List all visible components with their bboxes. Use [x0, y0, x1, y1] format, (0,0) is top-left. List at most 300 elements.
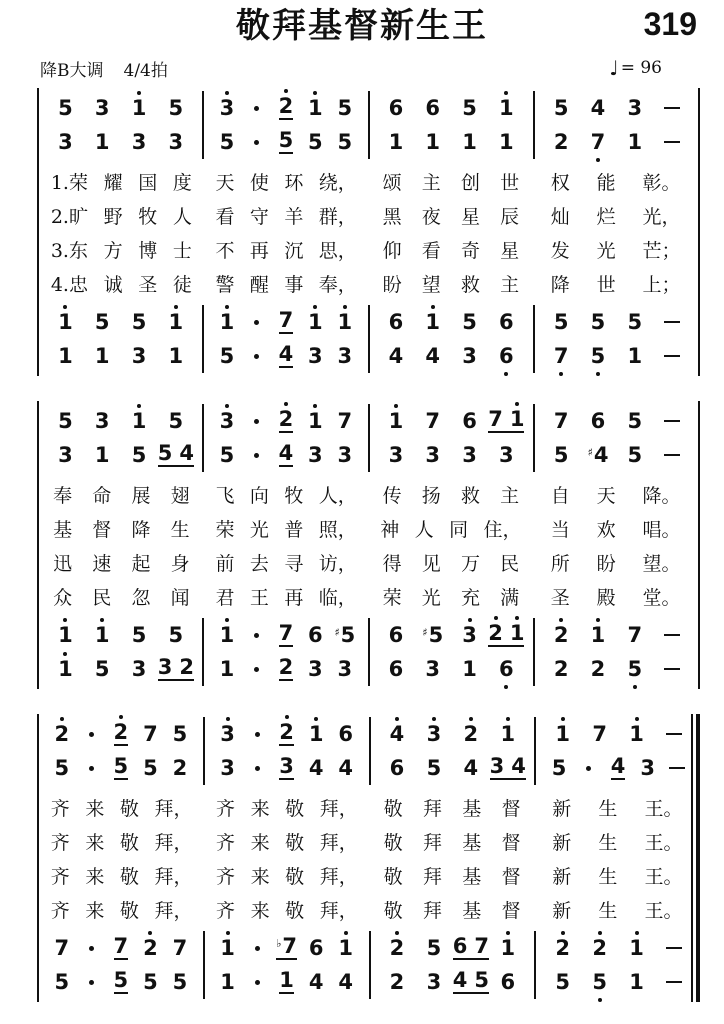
dash-note	[664, 634, 680, 637]
note: ♯5	[422, 622, 444, 647]
octave-dot-above	[63, 652, 67, 656]
note	[489, 751, 526, 785]
lyric-syllable: 警	[215, 273, 235, 296]
measure	[368, 91, 533, 159]
lyrics-block	[39, 477, 698, 613]
lyric-syllable: 救	[460, 484, 480, 507]
lyric-syllable: 能	[596, 171, 616, 194]
octave-dot-above	[561, 931, 565, 935]
note	[77, 965, 107, 999]
note-row	[370, 652, 533, 686]
note-row	[39, 438, 202, 472]
lyrics-measure	[369, 266, 534, 300]
note-row	[536, 751, 700, 785]
lyric-syllable: 新	[552, 797, 572, 820]
note-row	[39, 931, 203, 965]
augmentation-dot	[254, 453, 259, 458]
lyric-syllable: 新	[552, 899, 572, 922]
note: 7	[54, 935, 70, 960]
lyrics-measure	[535, 858, 700, 892]
lyric-syllable: 事	[284, 273, 304, 296]
time-signature: 4/4拍	[123, 60, 168, 81]
system-1	[37, 88, 700, 376]
page-header	[0, 4, 724, 50]
measure	[203, 931, 369, 999]
note: 1	[414, 305, 451, 339]
note: 4	[425, 343, 441, 368]
lyric-syllable: 敬	[285, 797, 305, 820]
lyric-syllable: 野	[103, 205, 123, 228]
note: 5	[58, 408, 73, 433]
note: 1	[212, 305, 241, 339]
octave-dot-above	[60, 717, 64, 721]
measure	[534, 931, 700, 999]
note: 3	[425, 656, 441, 681]
lyric-syllable: 闻	[170, 586, 190, 609]
sharp-icon: ♯	[334, 625, 340, 639]
octave-dot-above	[314, 717, 318, 721]
octave-dot-above	[225, 618, 229, 622]
lyric-syllable: 牧	[284, 484, 304, 507]
note: 1	[425, 129, 441, 154]
lyric-syllable: 传	[382, 484, 402, 507]
lyrics-measure	[533, 545, 698, 579]
note: 1	[121, 91, 158, 125]
lyrics-measure	[39, 824, 204, 858]
note: 7	[425, 408, 441, 433]
lyric-syllable: 环	[284, 171, 304, 194]
lyrics-measure	[204, 790, 369, 824]
lyric-syllable: 人	[172, 205, 192, 228]
note-row	[371, 717, 535, 751]
lyric-syllable: 来	[250, 899, 270, 922]
note: 3	[131, 129, 147, 154]
lyrics-measure	[533, 511, 698, 545]
lyric-syllable: 3.东	[50, 239, 88, 262]
lyric-syllable: 降。	[642, 484, 681, 507]
lyric-syllable: 向	[249, 484, 269, 507]
measure	[39, 404, 202, 472]
note-row	[370, 125, 533, 159]
augmentation-dot	[254, 354, 259, 359]
lyrics-measure	[204, 545, 369, 579]
lyric-syllable: 生	[598, 865, 618, 888]
lyric-syllable: 君	[215, 586, 235, 609]
note	[655, 931, 692, 965]
note: 7	[172, 935, 188, 960]
octave-dot-above	[285, 715, 289, 719]
note-row	[39, 652, 202, 686]
note: 4	[338, 755, 354, 780]
octave-dot-above	[494, 616, 498, 620]
lyric-syllable: 命	[92, 484, 112, 507]
note: 3	[212, 404, 241, 438]
lyrics-measure	[369, 545, 534, 579]
note: 6	[308, 622, 323, 647]
lyric-syllable: 创	[460, 171, 480, 194]
lyrics-measure	[370, 790, 535, 824]
lyric-syllable: 唱。	[642, 518, 681, 541]
note-row	[371, 965, 535, 999]
note: 3	[337, 442, 353, 467]
lyrics-measure	[533, 477, 698, 511]
note: 5	[616, 652, 653, 686]
lyric-syllable: 望	[421, 273, 441, 296]
lyric-syllable: 身	[170, 552, 190, 575]
lyric-syllable: 民	[92, 586, 112, 609]
lyric-syllable: 奉	[53, 484, 73, 507]
note: 1	[301, 717, 331, 751]
lyrics-line	[39, 545, 698, 579]
flat-icon: ♭	[276, 937, 282, 950]
octave-dot-above	[119, 715, 123, 719]
octave-dot-above	[469, 717, 473, 721]
lyric-syllable: 奇	[460, 239, 480, 262]
system-3	[37, 714, 700, 1002]
lyrics-measure	[204, 477, 369, 511]
note: 5	[219, 343, 235, 368]
note	[242, 717, 272, 751]
octave-dot-above	[468, 618, 472, 622]
note: 5	[54, 969, 70, 994]
octave-dot-above	[596, 618, 600, 622]
note: 1	[47, 652, 84, 686]
lyrics-measure	[369, 477, 534, 511]
note: 2	[271, 91, 300, 125]
note	[653, 305, 690, 339]
note: 7	[543, 339, 580, 373]
note: 1	[489, 931, 526, 965]
lyric-syllable: 敬	[383, 899, 403, 922]
note-row	[204, 404, 367, 438]
note-row	[536, 717, 700, 751]
lyric-syllable: 敬	[383, 865, 403, 888]
lyric-syllable: 牧	[138, 205, 158, 228]
note: 5	[555, 969, 571, 994]
octave-dot-above	[226, 717, 230, 721]
lyric-syllable: 民	[500, 552, 520, 575]
lyrics-line	[39, 266, 698, 300]
note-row	[204, 652, 367, 686]
lyrics-measure	[533, 266, 698, 300]
lyric-syllable: 光	[249, 518, 269, 541]
note-row	[370, 305, 533, 339]
note-row	[39, 751, 203, 785]
lyric-syllable: 1.荣	[50, 171, 88, 194]
measure	[39, 305, 202, 373]
note: 3	[220, 755, 235, 780]
lyric-syllable: 拜，	[154, 865, 193, 888]
octave-dot-below	[633, 685, 637, 689]
lyric-syllable: 督	[501, 899, 521, 922]
note-row	[204, 91, 367, 125]
note: 1	[618, 717, 655, 751]
key-and-meter	[40, 56, 168, 81]
lyric-syllable: 敬	[119, 831, 139, 854]
lyric-syllable: 寻	[284, 552, 304, 575]
lyric-syllable: 来	[250, 831, 270, 854]
lyric-syllable: 看	[421, 239, 441, 262]
lyrics-measure	[39, 892, 204, 926]
octave-dot-above	[394, 404, 398, 408]
note: 7	[580, 125, 617, 159]
note	[242, 931, 272, 965]
lyric-syllable: 普	[284, 518, 304, 541]
lyric-syllable: 齐	[216, 865, 236, 888]
upper-voices	[39, 717, 700, 785]
note-row	[39, 125, 202, 159]
note: 2	[543, 618, 580, 652]
octave-dot-above	[100, 618, 104, 622]
octave-dot-below	[559, 372, 563, 376]
octave-dot-below	[504, 685, 508, 689]
octave-dot-above	[63, 618, 67, 622]
octave-dot-below	[596, 372, 600, 376]
note: 5	[627, 442, 643, 467]
note: 3	[131, 343, 147, 368]
note: 1	[580, 618, 617, 652]
lyric-syllable: 夜	[421, 205, 441, 228]
note: 6	[590, 408, 606, 433]
note: 6	[500, 969, 516, 994]
lyric-syllable: 当	[550, 518, 570, 541]
lyric-syllable: 齐	[50, 831, 70, 854]
lyric-syllable: 忽	[131, 586, 151, 609]
lyric-syllable: 士	[172, 239, 192, 262]
lyric-syllable: 方	[103, 239, 123, 262]
measure	[533, 404, 698, 472]
lyric-syllable: 2.旷	[50, 205, 88, 228]
measure	[368, 404, 533, 472]
note	[242, 91, 271, 125]
note: 6	[425, 95, 441, 120]
dash-note	[666, 981, 682, 984]
lyric-syllable: 拜	[422, 831, 442, 854]
note: 2	[553, 129, 569, 154]
note: 3	[308, 656, 323, 681]
note: 1	[627, 129, 643, 154]
note: 1	[618, 931, 655, 965]
lyric-syllable: 灿	[550, 205, 570, 228]
note: 2	[136, 931, 166, 965]
note: 5	[143, 969, 158, 994]
note-row	[370, 91, 533, 125]
lyric-syllable: 王。	[644, 831, 683, 854]
lyrics-line	[39, 790, 700, 824]
note	[653, 618, 690, 652]
note: 2	[590, 656, 606, 681]
note: 3	[131, 656, 147, 681]
note: 3	[337, 656, 353, 681]
measure	[202, 618, 367, 686]
note: 6	[488, 652, 525, 686]
score	[37, 88, 700, 1002]
lyric-syllable: 生	[598, 899, 618, 922]
note	[452, 965, 489, 999]
note	[242, 339, 271, 373]
note-row	[370, 438, 533, 472]
lyric-syllable: 主	[500, 484, 520, 507]
note: 1	[462, 656, 477, 681]
note: 5	[172, 969, 188, 994]
note: 5	[58, 95, 73, 120]
lyric-syllable: 上；	[642, 273, 681, 296]
dash-note	[664, 668, 680, 671]
lyrics-line	[39, 892, 700, 926]
augmentation-dot	[89, 980, 94, 985]
lyrics-line	[39, 824, 700, 858]
beamed-note-group: 7 1	[488, 409, 524, 433]
lyrics-measure	[535, 824, 700, 858]
note-row	[39, 717, 203, 751]
lyric-syllable: 基	[462, 899, 482, 922]
lyric-syllable: 星	[500, 239, 520, 262]
note: 1	[121, 404, 158, 438]
note-row	[204, 339, 367, 373]
note: 4	[463, 755, 479, 780]
lyrics-measure	[369, 164, 534, 198]
octave-dot-above	[226, 931, 230, 935]
note: 1	[378, 404, 415, 438]
lyric-syllable: 速	[92, 552, 112, 575]
note: 2	[581, 931, 618, 965]
note	[242, 751, 272, 785]
lyric-syllable: 敬	[119, 865, 139, 888]
lyric-syllable: 奉，	[318, 273, 357, 296]
note: 4	[278, 441, 294, 465]
lyric-syllable: 生	[598, 797, 618, 820]
lower-voices	[39, 618, 698, 686]
lyric-syllable: 沉	[284, 239, 304, 262]
lyrics-measure	[39, 198, 204, 232]
lyrics-measure	[369, 511, 534, 545]
lyric-syllable: 荣	[215, 518, 235, 541]
note: 3	[337, 343, 353, 368]
key-signature: 降B大调	[40, 60, 104, 81]
note-row	[536, 965, 700, 999]
note-row	[535, 305, 698, 339]
note: 3	[627, 95, 643, 120]
note	[653, 339, 690, 373]
note: 5	[337, 129, 353, 154]
note: 3	[640, 755, 655, 780]
lyrics-line	[39, 232, 698, 266]
note: 1	[212, 618, 241, 652]
sharp-icon: ♯	[422, 625, 428, 639]
lyrics-block	[39, 164, 698, 300]
lyric-syllable: 守	[249, 205, 269, 228]
lyric-syllable: 万	[460, 552, 480, 575]
lyric-syllable: 光	[421, 586, 441, 609]
lyric-syllable: 翅	[170, 484, 190, 507]
note: 3	[388, 442, 404, 467]
note: 5	[131, 442, 147, 467]
note: 2	[271, 404, 300, 438]
lyric-syllable: 烂	[596, 205, 616, 228]
lyric-syllable: 满	[500, 586, 520, 609]
note: 3	[58, 442, 73, 467]
note: 5	[54, 755, 70, 780]
dash-note	[664, 321, 680, 324]
beamed-note-group: 3 4	[489, 754, 526, 778]
lyric-syllable: 拜，	[319, 899, 358, 922]
lyric-syllable: 迅	[53, 552, 73, 575]
note	[653, 438, 690, 472]
lyric-syllable: 人，	[318, 484, 357, 507]
note-row	[370, 404, 533, 438]
note: 7	[337, 408, 353, 433]
lyric-syllable: 救	[460, 273, 480, 296]
note: 4	[278, 342, 294, 366]
octave-dot-above	[344, 931, 348, 935]
octave-dot-above	[515, 616, 519, 620]
lyric-syllable: 住，	[483, 518, 522, 541]
octave-dot-above	[515, 402, 519, 406]
lyric-syllable: 天	[215, 171, 235, 194]
note-row	[371, 931, 535, 965]
lyric-syllable: 拜	[422, 865, 442, 888]
dash-note	[664, 355, 680, 358]
note	[452, 931, 489, 965]
note: 6	[499, 309, 514, 334]
note: 1	[279, 968, 294, 992]
augmentation-dot	[254, 419, 259, 424]
note: 2	[47, 717, 77, 751]
measure	[202, 404, 367, 472]
note: 1	[47, 305, 84, 339]
note	[157, 652, 194, 686]
beamed-note-group: 2 1	[488, 623, 524, 647]
octave-dot-below	[596, 158, 600, 162]
note	[488, 404, 525, 438]
lyrics-measure	[370, 824, 535, 858]
octave-dot-above	[225, 91, 229, 95]
upper-voices	[39, 91, 698, 159]
lyric-syllable: 督	[501, 797, 521, 820]
lyrics-measure	[535, 790, 700, 824]
note: 1	[84, 618, 121, 652]
note	[662, 751, 692, 785]
lyric-syllable: 看	[215, 205, 235, 228]
octave-dot-above	[504, 91, 508, 95]
note-row	[535, 125, 698, 159]
note: 5	[627, 309, 643, 334]
measure	[533, 91, 698, 159]
note: 2	[389, 969, 405, 994]
octave-dot-above	[137, 404, 141, 408]
lyric-syllable: 众	[53, 586, 73, 609]
note: 5	[553, 442, 569, 467]
note: 1	[220, 969, 235, 994]
note: 1	[58, 343, 73, 368]
note: 3	[212, 91, 241, 125]
lyric-syllable: 辰	[500, 205, 520, 228]
octave-dot-above	[137, 91, 141, 95]
lyric-syllable: 降	[131, 518, 151, 541]
note: 5	[168, 95, 184, 120]
lyric-syllable: 齐	[216, 831, 236, 854]
lyric-syllable: 齐	[216, 899, 236, 922]
lyric-syllable: 国	[138, 171, 158, 194]
lyric-syllable: 新	[552, 831, 572, 854]
note	[653, 91, 690, 125]
note: 5	[551, 755, 567, 780]
lyrics-measure	[204, 164, 369, 198]
note: 4	[308, 755, 324, 780]
lyric-syllable: 盼	[382, 273, 402, 296]
beamed-note-group: 3 2	[157, 655, 194, 679]
lyric-syllable: 起	[131, 552, 151, 575]
